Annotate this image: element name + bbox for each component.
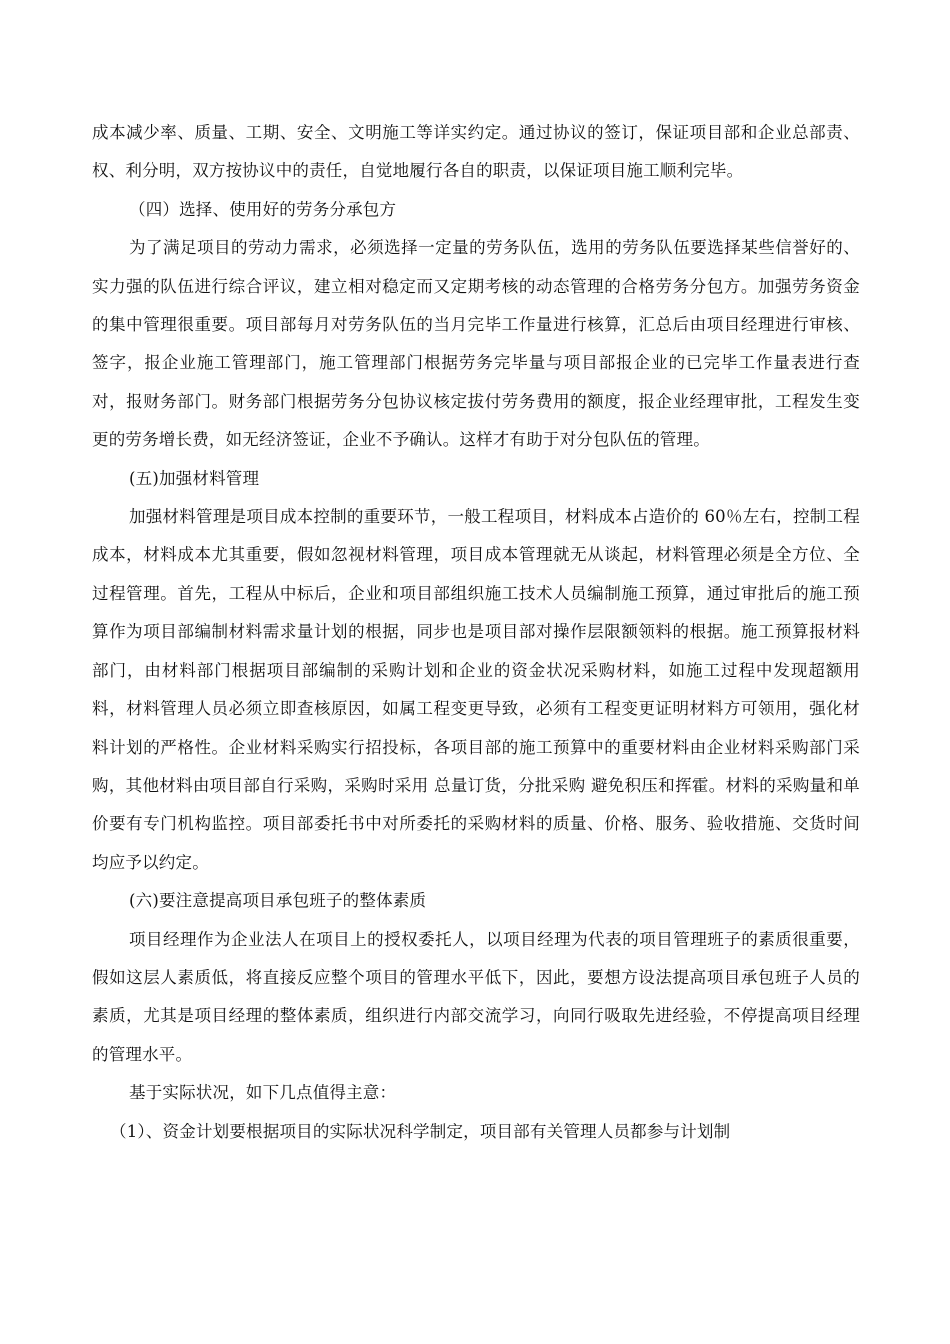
section-heading-material-management: (五)加强材料管理	[129, 468, 260, 488]
paragraph-material-management: 加强材料管理是项目成本控制的重要环节，一般工程项目，材料成本占造价的 60％左右，控制工程成本，材料成本尤其重要，假如忽视材料管理，项目成本管理就无从谈起，材料管理必须是全方位、全过程管理。首先，工程从中标后，企业和项目部组织施工技术人员编制施工预算，通过审批后的施工预算作为项目部编制材料需求量计划的根据，同步也是项目部对操作层限额领料的根据。施工预算报材料部门，由材料部门根据项目部编制的采购计划和企业的资金状况采购材料，如施工过程中发现超额用料，材料管理人员必须立即查核原因，如属工程变更导致，必须有工程变更证明材料方可领用，强化材料计划的严格性。企业材料采购实行招投标，各项目部的施工预算中的重要材料由企业材料采购部门采购，其他材料由项目部自行采购，采购时采用 总量订货，分批采购 避免积压和挥霍。材料的采购量和单价要有专门机构监控。项目部委托书中对所委托的采购材料的质量、价格、服务、验收措施、交货时间均应予以约定。	[92, 507, 860, 872]
paragraph-notes-intro: 基于实际状况，如下几点值得主意：	[129, 1083, 397, 1103]
paragraph-labor-subcontractor: 为了满足项目的劳动力需求，必须选择一定量的劳务队伍，选用的劳务队伍要选择某些信誉好的、实力强的队伍进行综合评议，建立相对稳定而又定期考核的动态管理的合格劳务分包方。加强劳务资金的集中管理很重要。项目部每月对劳务队伍的当月完毕工作量进行核算，汇总后由项目经理进行审核、签字，报企业施工管理部门，施工管理部门根据劳务完毕量与项目部报企业的已完毕工作量表进行查对，报财务部门。财务部门根据劳务分包协议核定拔付劳务费用的额度，报企业经理审批，工程发生变更的劳务增长费，如无经济签证，企业不予确认。这样才有助于对分包队伍的管理。	[92, 238, 860, 450]
paragraph-contract-continuation: 成本减少率、质量、工期、安全、文明施工等详实约定。通过协议的签订，保证项目部和企业总部责、权、利分明，双方按协议中的责任，自觉地履行各自的职责，以保证项目施工顺利完毕。	[92, 123, 860, 181]
section-heading-team-quality: (六)要注意提高项目承包班子的整体素质	[129, 891, 427, 911]
list-item-capital-plan: （1）、资金计划要根据项目的实际状况科学制定，项目部有关管理人员都参与计划制	[110, 1121, 731, 1141]
section-heading-labor-subcontractor: （四）选择、使用好的劳务分承包方	[129, 199, 397, 219]
paragraph-team-quality: 项目经理作为企业法人在项目上的授权委托人，以项目经理为代表的项目管理班子的素质很重要，假如这层人素质低，将直接反应整个项目的管理水平低下，因此，要想方设法提高项目承包班子人员的素质，尤其是项目经理的整体素质，组织进行内部交流学习，向同行吸取先进经验，不停提高项目经理的管理水平。	[92, 929, 860, 1064]
document-body	[92, 114, 860, 1151]
